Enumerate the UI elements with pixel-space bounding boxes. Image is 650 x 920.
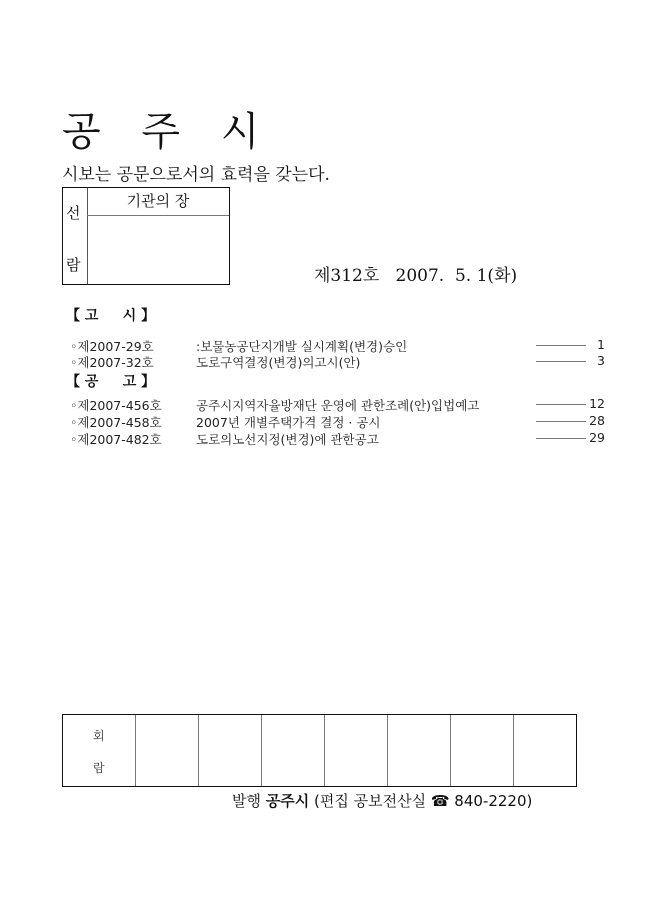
review-side-bottom: 람 bbox=[66, 256, 81, 274]
toc-page: 12 bbox=[589, 396, 605, 411]
footer-publisher: 공주시 bbox=[265, 792, 310, 810]
circulation-cell bbox=[513, 715, 576, 786]
circulation-label-cell bbox=[63, 715, 135, 786]
toc-page: 3 bbox=[597, 353, 605, 368]
circulation-cell bbox=[198, 715, 261, 786]
toc-leader bbox=[536, 438, 586, 439]
issue-date: 2007. 5. 1(화) bbox=[395, 266, 518, 286]
footer-phone: 840-2220) bbox=[449, 792, 533, 810]
toc-row[interactable] bbox=[70, 337, 610, 353]
review-head: 기관의 장 bbox=[87, 188, 229, 216]
footer-prefix: 발행 bbox=[232, 792, 266, 810]
toc-page: 1 bbox=[597, 337, 605, 352]
circulation-cell bbox=[324, 715, 387, 786]
toc-row[interactable] bbox=[70, 413, 610, 429]
toc-title: 도로의노선지정(변경)에 관한공고 bbox=[196, 432, 379, 447]
toc-number: ◦제2007-458호 bbox=[70, 415, 162, 430]
toc-leader bbox=[536, 421, 586, 422]
toc-row[interactable] bbox=[70, 353, 610, 369]
review-side bbox=[63, 188, 88, 284]
issue-info bbox=[314, 261, 517, 286]
footer bbox=[232, 790, 532, 811]
subtitle: 시보는 공문으로서의 효력을 갖는다. bbox=[62, 165, 330, 185]
circulation-label-bottom: 람 bbox=[93, 761, 105, 775]
toc-page: 28 bbox=[589, 413, 605, 428]
circulation-cell bbox=[450, 715, 513, 786]
section-label-gonggo: 【 공 고 】 bbox=[66, 374, 156, 390]
page-title: 공 주 시 bbox=[62, 109, 274, 155]
toc-title: :보물농공단지개발 실시계획(변경)승인 bbox=[196, 339, 408, 354]
toc-number: ◦제2007-456호 bbox=[70, 398, 162, 413]
toc-title: 2007년 개별주택가격 결정 · 공시 bbox=[196, 415, 381, 430]
toc-number: ◦제2007-29호 bbox=[70, 339, 154, 354]
toc-row[interactable] bbox=[70, 396, 610, 412]
toc-number: ◦제2007-32호 bbox=[70, 355, 154, 370]
toc-row[interactable] bbox=[70, 430, 610, 446]
toc-leader bbox=[536, 345, 586, 346]
toc-title: 도로구역결정(변경)의고시(안) bbox=[196, 355, 361, 370]
circulation-table bbox=[62, 714, 577, 787]
toc-title: 공주시지역자율방재단 운영에 관한조례(안)입법예고 bbox=[196, 398, 480, 413]
toc-leader bbox=[536, 361, 586, 362]
toc-leader bbox=[536, 404, 586, 405]
review-box bbox=[62, 187, 230, 285]
issue-number: 제312호 bbox=[314, 266, 380, 286]
review-side-top: 선 bbox=[66, 204, 81, 222]
phone-icon: ☎ bbox=[430, 792, 450, 810]
footer-edit: (편집 공보전산실 bbox=[309, 792, 431, 810]
toc-number: ◦제2007-482호 bbox=[70, 432, 162, 447]
circulation-cell bbox=[135, 715, 198, 786]
circulation-cell bbox=[387, 715, 450, 786]
circulation-label-top: 회 bbox=[93, 729, 105, 743]
section-label-gosi: 【 고 시 】 bbox=[66, 308, 156, 324]
toc-page: 29 bbox=[589, 430, 605, 445]
circulation-cell bbox=[261, 715, 324, 786]
